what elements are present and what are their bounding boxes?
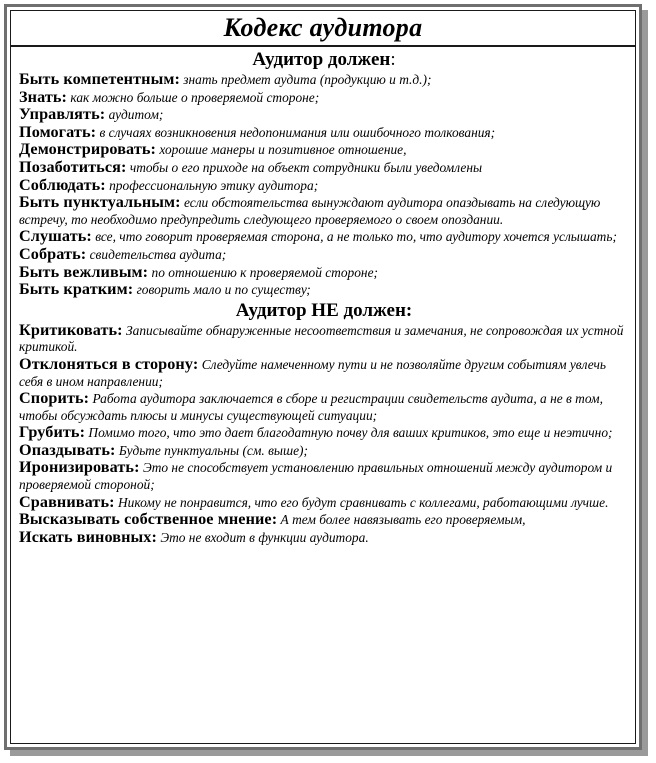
list-item bbox=[19, 511, 629, 529]
item-description: Будьте пунктуальны (см. выше); bbox=[115, 442, 308, 458]
item-description: знать предмет аудита (продукцию и т.д.); bbox=[179, 72, 432, 87]
item-term: Критиковать: bbox=[19, 320, 123, 339]
content bbox=[11, 47, 635, 546]
item-term: Грубить: bbox=[19, 423, 86, 442]
item-term: Соблюдать: bbox=[19, 175, 106, 194]
item-term: Быть компетентным: bbox=[19, 70, 180, 88]
item-description: если обстоятельства вынуждают аудитора опаздывать на следующую встречу, то необходимо предупредить следующего проверяемого о своем опоздании. bbox=[19, 195, 601, 227]
item-term: Быть пунктуальным: bbox=[19, 193, 181, 212]
item-description: аудитом; bbox=[105, 107, 164, 123]
list-item bbox=[19, 529, 629, 547]
item-term: Отклоняться в сторону: bbox=[19, 354, 199, 373]
must-not-list bbox=[19, 322, 629, 547]
list-item bbox=[19, 390, 629, 424]
item-term: Знать: bbox=[19, 87, 68, 106]
item-description: все, что говорит проверяемая сторона, а не только то, что аудитору хочется услышать; bbox=[91, 229, 617, 245]
section-heading-must bbox=[19, 49, 629, 71]
section-heading-must-colon: : bbox=[390, 49, 396, 70]
item-description: свидетельства аудита; bbox=[86, 246, 227, 262]
item-term: Опаздывать: bbox=[19, 440, 116, 459]
item-term: Собрать: bbox=[19, 244, 87, 263]
item-term: Позаботиться: bbox=[19, 157, 127, 176]
list-item bbox=[19, 71, 629, 89]
item-term: Быть кратким: bbox=[19, 280, 134, 299]
section-heading-must-not bbox=[19, 300, 629, 322]
list-item bbox=[19, 124, 629, 142]
title-box bbox=[11, 11, 635, 47]
item-description: Помимо того, что это дает благодатную почву для ваших критиков, это еще и неэтично; bbox=[85, 425, 613, 441]
section-heading-must-text: Аудитор должен bbox=[252, 49, 391, 70]
item-term: Помогать: bbox=[19, 122, 97, 141]
list-item bbox=[19, 89, 629, 107]
document-frame bbox=[4, 4, 642, 750]
list-item bbox=[19, 141, 629, 159]
item-term: Искать виновных: bbox=[19, 527, 157, 546]
list-item bbox=[19, 322, 629, 356]
item-description: как можно больше о проверяемой стороне; bbox=[67, 89, 320, 105]
item-description: в случаях возникновения недопонимания или ошибочного толкования; bbox=[96, 124, 496, 140]
item-term: Сравнивать: bbox=[19, 492, 115, 511]
item-term: Слушать: bbox=[19, 227, 92, 246]
item-description: по отношению к проверяемой стороне; bbox=[148, 264, 378, 280]
item-description: Следуйте намеченному пути и не позволяйте другим событиям увлечь себя в ином направлении; bbox=[19, 356, 607, 389]
list-item bbox=[19, 356, 629, 390]
item-term: Демонстрировать: bbox=[19, 140, 157, 159]
section-heading-must-not-text: Аудитор НЕ должен: bbox=[235, 299, 413, 321]
item-description: А тем более навязывать его проверяемым, bbox=[277, 512, 526, 528]
item-description: Никому не понравится, что его будут сравнивать с коллегами, работающими лучше. bbox=[114, 494, 609, 510]
item-term: Быть вежливым: bbox=[19, 262, 149, 281]
list-item bbox=[19, 194, 629, 228]
item-term: Управлять: bbox=[19, 105, 106, 124]
item-description: Записывайте обнаруженные несоответствия и замечания, не сопровождая их устной критикой. bbox=[19, 322, 624, 355]
list-item bbox=[19, 281, 629, 299]
must-list bbox=[19, 71, 629, 299]
item-term: Спорить: bbox=[19, 389, 90, 408]
item-description: Работа аудитора заключается в сборе и регистрации свидетельств аудита, а не в том, чтобы обсуждать плюсы и минусы существующей ситуации; bbox=[19, 391, 603, 423]
item-description: чтобы о его приходе на объект сотрудники были уведомлены bbox=[126, 159, 483, 175]
list-item bbox=[19, 106, 629, 124]
document-inner-border bbox=[10, 10, 636, 744]
list-item bbox=[19, 246, 629, 264]
list-item bbox=[19, 459, 629, 493]
page-title: Кодекс аудитора bbox=[223, 13, 423, 42]
item-description: хорошие манеры и позитивное отношение, bbox=[156, 142, 407, 158]
list-item bbox=[19, 177, 629, 195]
list-item bbox=[19, 442, 629, 460]
item-description: говорить мало и по существу; bbox=[133, 282, 311, 298]
item-term: Иронизировать: bbox=[19, 458, 140, 477]
list-item bbox=[19, 494, 629, 512]
item-description: Это не входит в функции аудитора. bbox=[156, 529, 369, 545]
list-item bbox=[19, 424, 629, 442]
item-description: профессиональную этику аудитора; bbox=[105, 177, 319, 193]
item-description: Это не способствует установлению правильных отношений между аудитором и проверяемой стороной; bbox=[19, 460, 613, 493]
list-item bbox=[19, 264, 629, 282]
list-item bbox=[19, 159, 629, 177]
list-item bbox=[19, 228, 629, 246]
item-term: Высказывать собственное мнение: bbox=[19, 510, 278, 529]
